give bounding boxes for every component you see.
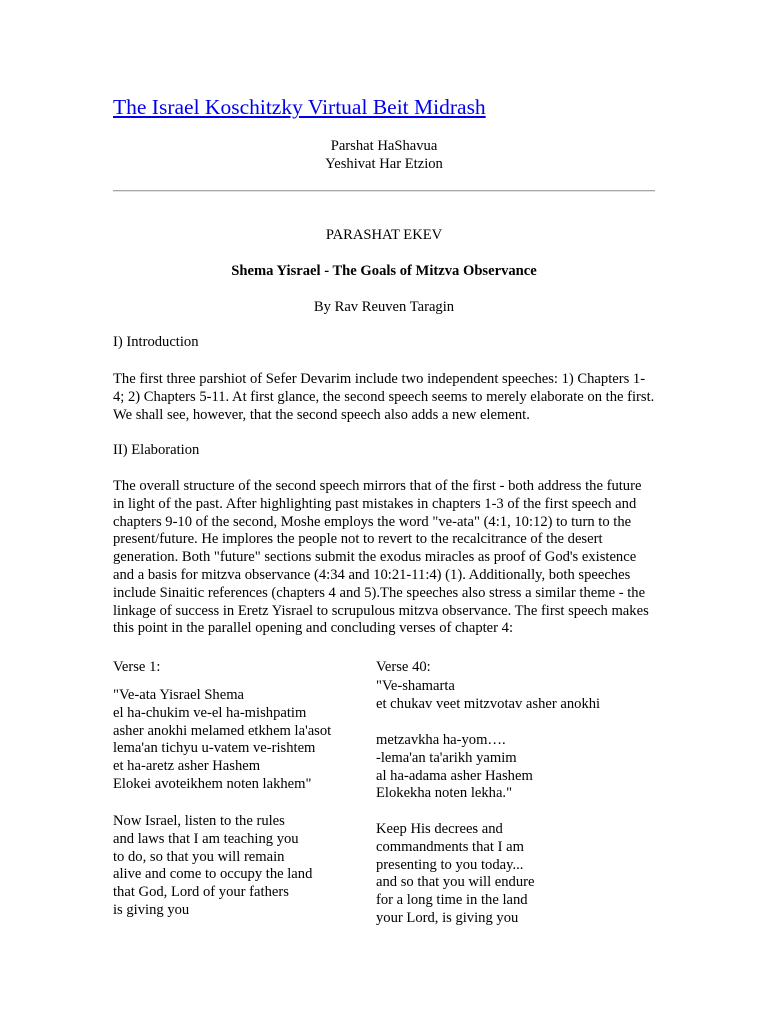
verse-40-english bbox=[376, 821, 534, 928]
verse-line: el ha-chukim ve-el ha-mishpatim bbox=[113, 704, 307, 721]
verse-line: alive and come to occupy the land bbox=[113, 866, 313, 883]
verse-1-english bbox=[113, 813, 312, 920]
elaboration-paragraph: The overall structure of the second speech mirrors that of the first - both address the future in light of the past. After highlighting past mistakes in chapters 1-3 of the first speech and chapters 9-10 of the second, Moshe employs the word "ve-ata" (4:1, 10:12) to turn to the present/future. He implores the people not to revert to the recalcitrance of the desert generation. Both "future" sections submit the exodus miracles as proof of God's existence and a basis for mitzva observance (4:34 and 10:21-11:4) (1). Additionally, both speeches include Sinaitic references (chapters 4 and 5).The speeches also stress a similar theme - the linkage of success in Eretz Yisrael to scrupulous mitzva observance. The first speech makes this point in the parallel opening and concluding verses of chapter 4: bbox=[113, 478, 649, 637]
verse-1-label: Verse 1: bbox=[113, 659, 161, 675]
verse-line: that God, Lord of your fathers bbox=[113, 884, 289, 901]
verse-40-label: Verse 40: bbox=[376, 659, 431, 675]
verse-line: your Lord, is giving you bbox=[376, 909, 519, 926]
verse-line: asher anokhi melamed etkhem la'asot bbox=[113, 722, 332, 739]
verse-40-hebrew-end bbox=[376, 732, 533, 803]
verse-line: -lema'an ta'arikh yamim bbox=[376, 749, 517, 766]
verse-line: et ha-aretz asher Hashem bbox=[113, 758, 261, 775]
site-title-link[interactable]: The Israel Koschitzky Virtual Beit Midrash bbox=[113, 95, 486, 119]
header-subtitle bbox=[113, 138, 655, 174]
verse-40-hebrew-start bbox=[376, 678, 600, 714]
parasha-title: PARASHAT EKEV bbox=[325, 227, 443, 243]
verse-line: is giving you bbox=[113, 901, 190, 918]
verse-line: for a long time in the land bbox=[376, 892, 528, 909]
institution-label: Yeshivat Har Etzion bbox=[325, 155, 443, 172]
verse-line: "Ve-ata Yisrael Shema bbox=[113, 687, 245, 703]
verse-line: lema'an tichyu u-vatem ve-rishtem bbox=[113, 740, 316, 757]
verse-line: and laws that I am teaching you bbox=[113, 830, 299, 847]
article-title: Shema Yisrael - The Goals of Mitzva Observance bbox=[231, 263, 537, 279]
verse-line: metzavkha ha-yom…. bbox=[376, 732, 506, 748]
verse-1-hebrew bbox=[113, 687, 331, 794]
horizontal-divider bbox=[113, 190, 655, 192]
verse-line: et chukav veet mitzvotav asher anokhi bbox=[376, 695, 601, 712]
verse-line: al ha-adama asher Hashem bbox=[376, 767, 533, 784]
verse-line: to do, so that you will remain bbox=[113, 848, 285, 865]
verse-line: presenting to you today... bbox=[376, 856, 524, 873]
verse-line: commandments that I am bbox=[376, 838, 524, 855]
introduction-paragraph: The first three parshiot of Sefer Devarim include two independent speeches: 1) Chapters 1-4; 2) Chapters 5-11. At first glance, the second speech seems to merely elaborate on the first. We shall see, however, that the second speech also adds a new element. bbox=[113, 371, 655, 423]
verse-line: Keep His decrees and bbox=[376, 821, 503, 837]
verse-line: "Ve-shamarta bbox=[376, 678, 455, 694]
series-label: Parshat HaShavua bbox=[330, 138, 438, 154]
section-heading-elaboration: II) Elaboration bbox=[113, 442, 200, 458]
section-heading-introduction: I) Introduction bbox=[113, 334, 199, 350]
article-byline: By Rav Reuven Taragin bbox=[313, 299, 455, 315]
verse-line: Elokei avoteikhem noten lakhem" bbox=[113, 775, 312, 792]
verse-line: Now Israel, listen to the rules bbox=[113, 813, 285, 829]
verse-line: and so that you will endure bbox=[376, 874, 535, 891]
verse-line: Elokekha noten lekha." bbox=[376, 785, 513, 802]
